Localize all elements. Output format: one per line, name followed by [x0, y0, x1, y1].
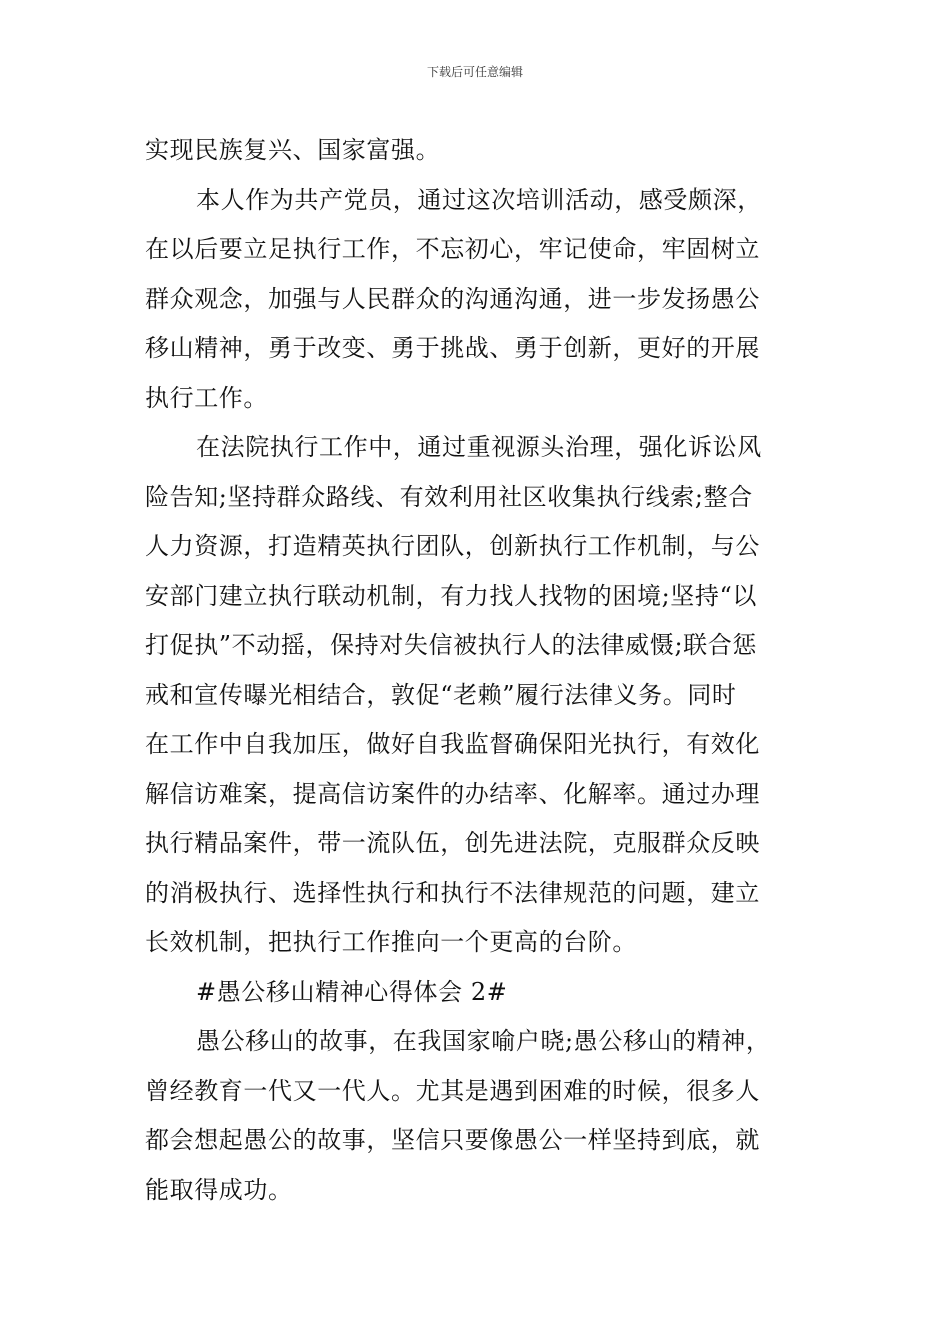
section-heading: #愚公移山精神心得体会 2#	[196, 977, 508, 1006]
text-line: 都会想起愚公的故事，坚信只要像愚公一样坚持到底，就	[145, 1126, 760, 1154]
text-line: 在以后要立足执行工作，不忘初心，牢记使命，牢固树立	[145, 235, 760, 263]
text-line: 能取得成功。	[145, 1175, 293, 1204]
text-line: 愚公移山的故事，在我国家喻户晓;愚公移山的精神，	[196, 1027, 771, 1055]
text-line: 执行工作。	[145, 383, 268, 412]
text-line: 在工作中自我加压，做好自我监督确保阳光执行，有效化	[145, 730, 760, 758]
document-body	[145, 126, 807, 1215]
text-line: 在法院执行工作中，通过重视源头治理，强化诉讼风	[196, 433, 762, 461]
text-line: 的消极执行、选择性执行和执行不法律规范的问题，建立	[145, 878, 760, 907]
text-line: 移山精神，勇于改变、勇于挑战、勇于创新，更好的开展	[145, 334, 760, 362]
text-line: 执行精品案件，带一流队伍，创先进法院，克服群众反映	[145, 829, 760, 857]
text-line: 险告知;坚持群众路线、有效利用社区收集执行线索;整合	[145, 482, 753, 511]
text-line: 曾经教育一代又一代人。尤其是遇到困难的时候，很多人	[145, 1076, 760, 1105]
text-line: 解信访难案，提高信访案件的办结率、化解率。通过办理	[145, 779, 760, 808]
page-header-note: 下载后可任意编辑	[426, 65, 523, 79]
text-line: 安部门建立执行联动机制，有力找人找物的困境;坚持“以	[145, 581, 757, 610]
text-line: 打促执”不动摇，保持对失信被执行人的法律威慑;联合惩	[145, 631, 757, 659]
text-line: 戒和宣传曝光相结合，敦促“老赖”履行法律义务。同时	[145, 680, 737, 709]
text-line: 实现民族复兴、国家富强。	[145, 136, 441, 164]
text-line: 长效机制，把执行工作推向一个更高的台阶。	[145, 928, 637, 956]
text-line: 本人作为共产党员，通过这次培训活动，感受颇深，	[196, 185, 762, 214]
text-line: 人力资源，打造精英执行团队，创新执行工作机制，与公	[145, 532, 760, 560]
text-line: 群众观念，加强与人民群众的沟通沟通，进一步发扬愚公	[145, 284, 760, 313]
